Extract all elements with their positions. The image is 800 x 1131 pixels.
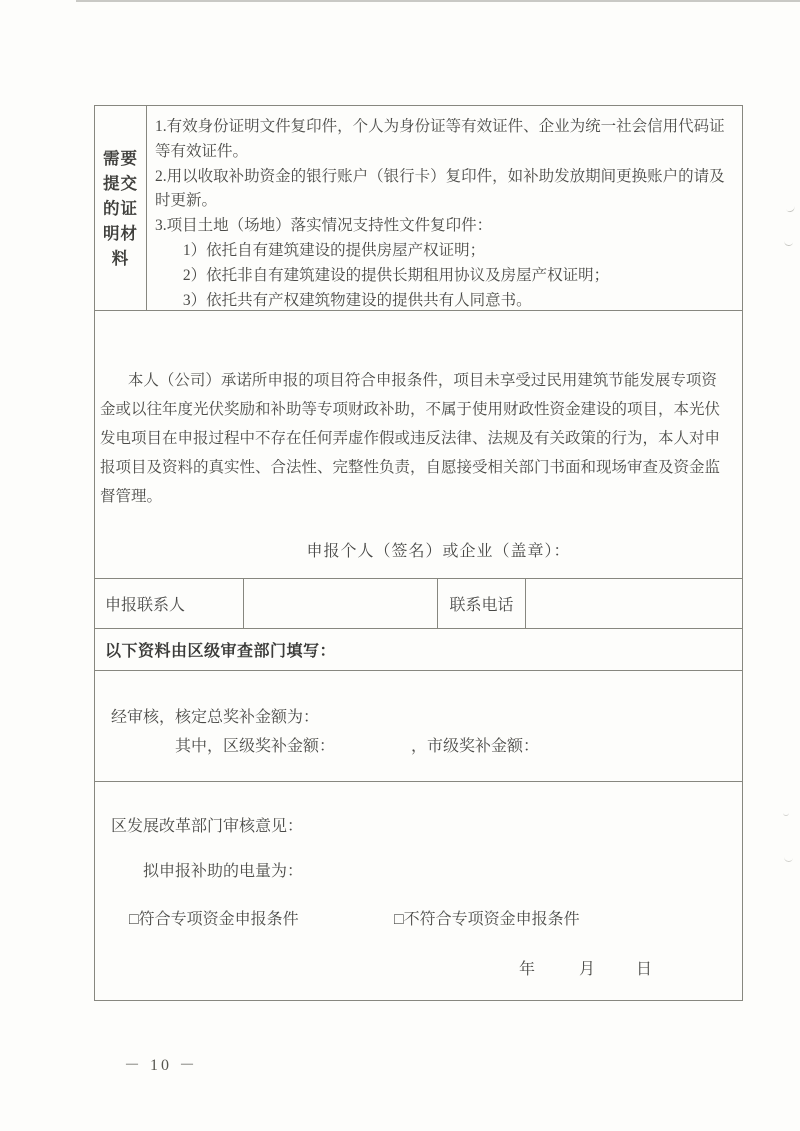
text-line: 3.项目土地（场地）落实情况支持性文件复印件： — [155, 217, 493, 235]
review-district-label: 其中，区级奖补金额： — [175, 738, 336, 755]
declaration-text — [95, 311, 742, 511]
text-line: 本人（公司）承诺所申报的项目符合申报条件，项目未享受过民用建筑节能发展专项资 — [127, 372, 717, 389]
text-line: 督管理。 — [100, 488, 163, 505]
subsidy-application-form-table — [94, 105, 743, 1001]
checkbox-not-eligible-option: □不符合专项资金申报条件 — [394, 911, 580, 928]
date-month-label: 月 — [579, 961, 596, 978]
materials-list — [155, 115, 736, 313]
text-line: 2）依托非自有建筑建设的提供长期租用协议及房屋产权证明； — [182, 266, 610, 284]
scan-edge-artifact — [76, 0, 800, 2]
scan-artifact — [784, 239, 794, 246]
text-line: 时更新。 — [155, 192, 218, 210]
checkbox-eligible-option: □符合专项资金申报条件 — [129, 911, 299, 928]
contact-row — [95, 579, 742, 629]
contact-name-label: 申报联系人 — [95, 579, 244, 628]
section-header: 以下资料由区级审查部门填写： — [105, 643, 337, 660]
scan-artifact — [783, 810, 789, 816]
date-day-label: 日 — [636, 961, 653, 978]
contact-phone-field — [526, 579, 742, 628]
materials-label-cell — [95, 106, 147, 310]
materials-row — [95, 106, 742, 311]
electricity-amount-label: 拟申报补助的电量为： — [143, 863, 304, 880]
approval-title: 区发展改革部门审核意见： — [111, 818, 304, 835]
declaration-row — [95, 311, 742, 579]
section-header-row — [95, 629, 742, 671]
approval-opinion-row — [95, 782, 742, 1000]
review-city-label: ，市级奖补金额： — [411, 738, 540, 755]
text-line: 1.有效身份证明文件复印件，个人为身份证等有效证件、企业为统一社会信用代码证 — [155, 118, 725, 135]
text-line: 3）依托共有产权建筑物建设的提供共有人同意书。 — [182, 291, 532, 309]
materials-label: 需要提交的证明材料 — [103, 148, 138, 268]
signature-line: 申报个人（签名）或企业（盖章）： — [306, 543, 571, 560]
materials-content-cell — [147, 106, 742, 310]
text-line: 金或以往年度光伏奖励和补助等专项财政补助，不属于使用财政性资金建设的项目，本光伏 — [100, 401, 721, 418]
text-line: 发电项目在申报过程中不存在任何弄虚作假或违反法律、法规及有关政策的行为，本人对申 — [100, 430, 721, 447]
contact-phone-label: 联系电话 — [438, 579, 526, 628]
scan-artifact — [785, 205, 796, 214]
page-number: － 10 － — [124, 1057, 199, 1074]
review-breakdown-line — [175, 733, 539, 756]
text-line: 等有效证件。 — [155, 142, 249, 160]
date-line — [519, 956, 652, 979]
contact-name-field — [244, 579, 438, 628]
text-line: 报项目及资料的真实性、合法性、完整性负责，自愿接受相关部门书面和现场审查及资金监 — [100, 459, 721, 476]
text-line: 2.用以收取补助资金的银行账户（银行卡）复印件，如补助发放期间更换账户的请及 — [155, 167, 725, 185]
text-line: 1）依托自有建筑建设的提供房屋产权证明； — [182, 241, 486, 259]
date-year-label: 年 — [519, 961, 536, 978]
review-total-label: 经审核，核定总奖补金额为： — [111, 709, 320, 726]
review-amounts-row — [95, 671, 742, 782]
scan-artifact — [784, 856, 794, 863]
